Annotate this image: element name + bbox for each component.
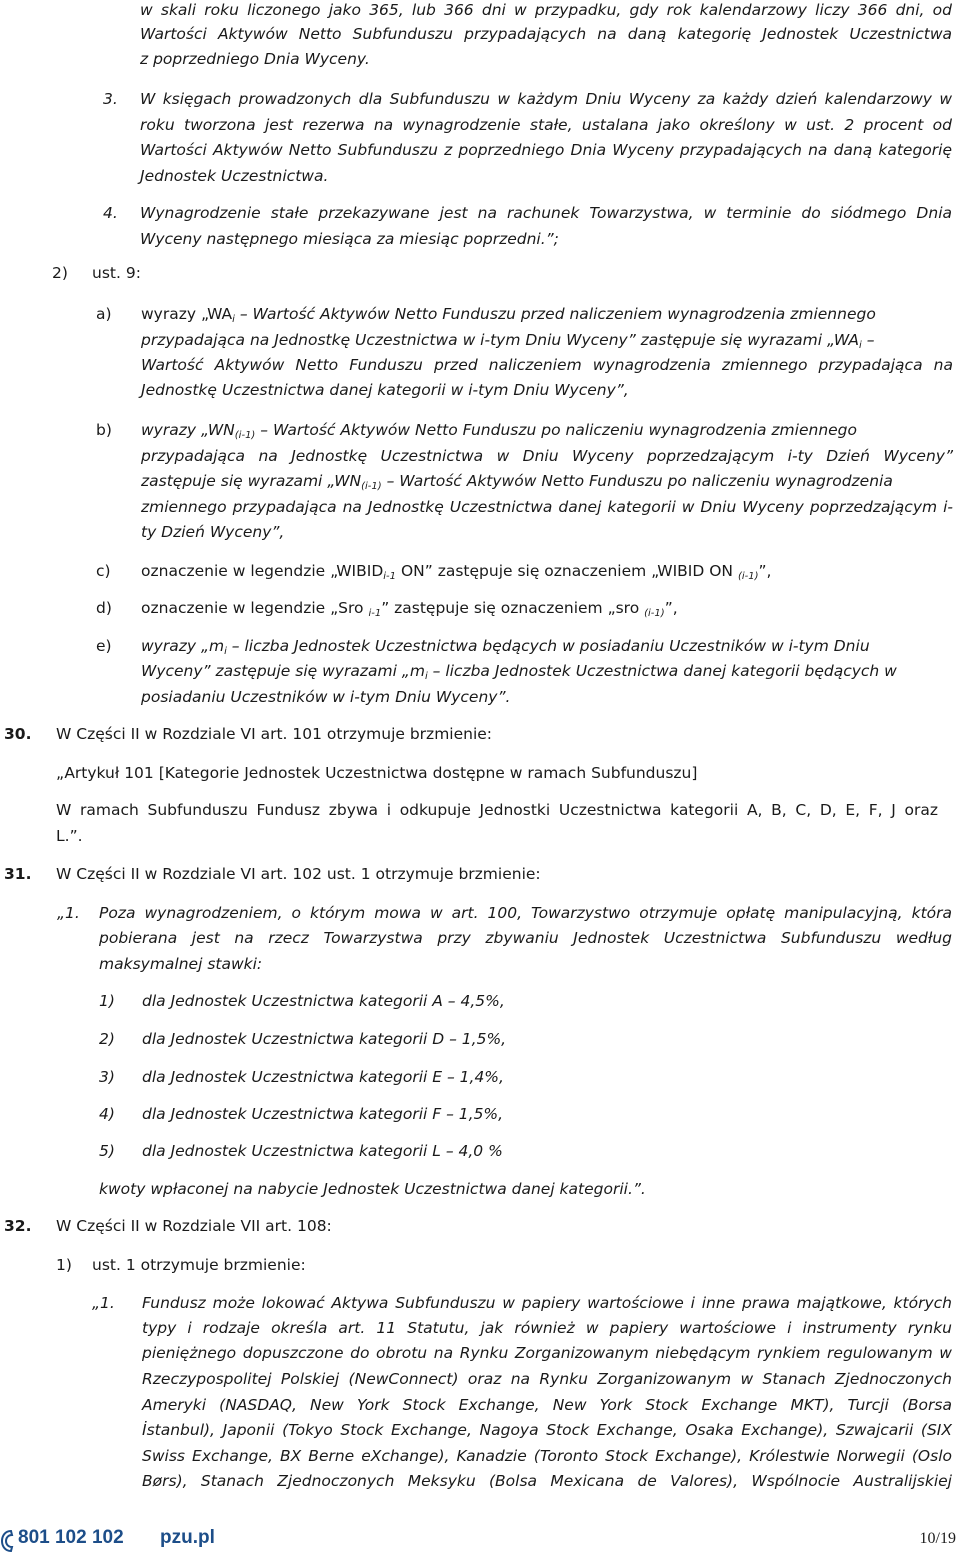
footer-phone[interactable]: 801 102 102 (18, 1527, 124, 1548)
text-line: Poza wynagrodzeniem, o którym mowa w art. 100, Towarzystwo otrzymuje opłatę manipulacyjną, która (99, 904, 952, 922)
list-number: 5) (99, 1142, 115, 1160)
text-line: dla Jednostek Uczestnictwa kategorii F – 1,5%, (142, 1105, 504, 1123)
list-letter: b) (96, 421, 112, 439)
text-line: Rzeczypospolitej Polskiej (NewConnect) oraz na Rynku Zorganizowanym w Stanach Zjednoczonych (142, 1370, 952, 1388)
text-line: roku tworzona jest rezerwa na wynagrodzenie stałe, ustalana jako określony w ust. 2 procent od (140, 116, 952, 134)
text-line: Wyceny” zastępuje się wyrazami $„m_i$ – liczba Jednostek Uczestnictwa danej kategorii będących w (141, 662, 897, 682)
text-line: Wyceny następnego miesiąca za miesiąc poprzedni.”; (140, 230, 559, 248)
text-line: W księgach prowadzonych dla Subfunduszu w każdym Dniu Wyceny za każdy dzień kalendarzowy w (140, 90, 952, 108)
text-line: wyrazy $„WA_i$ – Wartość Aktywów Netto Funduszu przed naliczeniem wynagrodzenia zmiennego (141, 305, 876, 325)
list-number: 2) (52, 264, 68, 282)
text-line: z poprzedniego Dnia Wyceny. (140, 50, 370, 68)
list-number: 2) (99, 1030, 115, 1048)
text-line: Børs), Stanach Zjednoczonych Meksyku (Bolsa Mexicana de Valores), Wspólnocie Australijskiej (142, 1472, 952, 1490)
text-line: W ramach Subfunduszu Fundusz zbywa i odkupuje Jednostki Uczestnictwa kategorii A, B, C, D, E, F, J oraz (56, 801, 938, 819)
text-line: wyrazy $„m_i$ – liczba Jednostek Uczestnictwa będących w posiadaniu Uczestników w i-tym Dniu (141, 637, 870, 657)
section-number: 30. (4, 725, 32, 743)
list-letter: e) (96, 637, 112, 655)
text-line: przypadająca na Jednostkę Uczestnictwa w Dniu Wyceny poprzedzającym i-ty Dzień Wyceny” (141, 447, 953, 465)
phone-icon (0, 1530, 14, 1552)
text-line: dla Jednostek Uczestnictwa kategorii L – 4,0 % (142, 1142, 503, 1160)
text-line: dla Jednostek Uczestnictwa kategorii D – 1,5%, (142, 1030, 507, 1048)
text-line: Wartości Aktywów Netto Subfunduszu z poprzedniego Dnia Wyceny przypadających na daną kategorię (140, 141, 952, 159)
text-line: pobierana jest na rzecz Towarzystwa przy zbywaniu Jednostek Uczestnictwa Subfunduszu według (99, 929, 952, 947)
text-line: dla Jednostek Uczestnictwa kategorii E – 1,4%, (142, 1068, 504, 1086)
list-number: „1. (92, 1294, 115, 1312)
list-letter: d) (96, 599, 112, 617)
text-line: kwoty wpłaconej na nabycie Jednostek Uczestnictwa danej kategorii.”. (99, 1180, 646, 1198)
text-line: zastępuje się wyrazami $„WN_{(i-1)}$ – Wartość Aktywów Netto Funduszu po naliczeniu wynagrodzenia (141, 472, 893, 492)
text-line: zmiennego przypadająca na Jednostkę Uczestnictwa danej kategorii w Dniu Wyceny poprzedzającym i- (141, 498, 953, 516)
text-line: Jednostek Uczestnictwa. (140, 167, 329, 185)
text-line: W Części II w Rozdziale VII art. 108: (56, 1217, 332, 1235)
text-line: L.”. (56, 827, 83, 845)
list-number: „1. (57, 904, 80, 922)
text-line: w skali roku liczonego jako 365, lub 366 dni w przypadku, gdy rok kalendarzowy liczy 366 dni, od (140, 1, 952, 19)
text-line: ty Dzień Wyceny”, (141, 523, 285, 541)
text-line: ust. 9: (92, 264, 141, 282)
list-number: 4) (99, 1105, 115, 1123)
text-line: Wynagrodzenie stałe przekazywane jest na rachunek Towarzystwa, w terminie do siódmego Dnia (140, 204, 952, 222)
article-heading: „Artykuł 101 [Kategorie Jednostek Uczestnictwa dostępne w ramach Subfunduszu] (56, 764, 698, 782)
text-line: przypadająca na Jednostkę Uczestnictwa w i-tym Dniu Wyceny” zastępuje się wyrazami $„WA_i$ – (141, 331, 875, 351)
list-number: 1) (99, 992, 115, 1010)
text-line: posiadaniu Uczestników w i-tym Dniu Wyceny”. (141, 688, 511, 706)
list-number: 1) (56, 1256, 72, 1274)
text-line: W Części II w Rozdziale VI art. 101 otrzymuje brzmienie: (56, 725, 493, 743)
text-line: W Części II w Rozdziale VI art. 102 ust. 1 otrzymuje brzmienie: (56, 865, 541, 883)
footer-website-link[interactable]: pzu.pl (160, 1527, 215, 1548)
text-line: ust. 1 otrzymuje brzmienie: (92, 1256, 306, 1274)
list-number: 4. (103, 204, 118, 222)
text-line: typy i rodzaje określa art. 11 Statutu, jak również w papiery wartościowe i instrumenty rynku (142, 1319, 952, 1337)
text-line: dla Jednostek Uczestnictwa kategorii A – 4,5%, (142, 992, 505, 1010)
text-line: oznaczenie w legendzie „Sro $_{i-1}$” zastępuje się oznaczeniem „sro $_{(i-1)}$”, (141, 599, 678, 619)
text-line: pieniężnego dopuszczone do obrotu na Rynku Zorganizowanym niebędącym rynkiem regulowanym w (142, 1344, 952, 1362)
list-letter: c) (96, 562, 111, 580)
text-line: maksymalnej stawki: (99, 955, 263, 973)
list-number: 3) (99, 1068, 115, 1086)
list-number: 3. (103, 90, 118, 108)
text-line: Jednostkę Uczestnictwa danej kategorii w i-tym Dniu Wyceny”, (141, 381, 629, 399)
list-letter: a) (96, 305, 112, 323)
section-number: 32. (4, 1217, 32, 1235)
page-footer (0, 1524, 960, 1554)
section-number: 31. (4, 865, 32, 883)
text-line: İstanbul), Japonii (Tokyo Stock Exchange, Nagoya Stock Exchange, Osaka Exchange), Szwajcarii (SIX (142, 1421, 952, 1439)
text-line: wyrazy $„WN_{(i-1)}$ – Wartość Aktywów Netto Funduszu po naliczeniu wynagrodzenia zmiennego (141, 421, 858, 441)
text-line: Ameryki (NASDAQ, New York Stock Exchange, New York Stock Exchange MKT), Turcji (Borsa (142, 1396, 952, 1414)
page-number: 10/19 (919, 1530, 956, 1547)
text-line: Fundusz może lokować Aktywa Subfunduszu w papiery wartościowe i inne prawa majątkowe, których (142, 1294, 952, 1312)
text-line: oznaczenie w legendzie $„WIBID_{i-1}$ ON” zastępuje się oznaczeniem „WIBID ON $_{(i-1)}$”, (141, 562, 772, 582)
text-line: Swiss Exchange, BX Berne eXchange), Kanadzie (Toronto Stock Exchange), Królestwie Norwegii (Oslo (142, 1447, 952, 1465)
text-line: Wartość Aktywów Netto Funduszu przed naliczeniem wynagrodzenia zmiennego przypadająca na (141, 356, 953, 374)
text-line: Wartości Aktywów Netto Subfunduszu przypadających na daną kategorię Jednostek Uczestnictwa (140, 25, 952, 43)
